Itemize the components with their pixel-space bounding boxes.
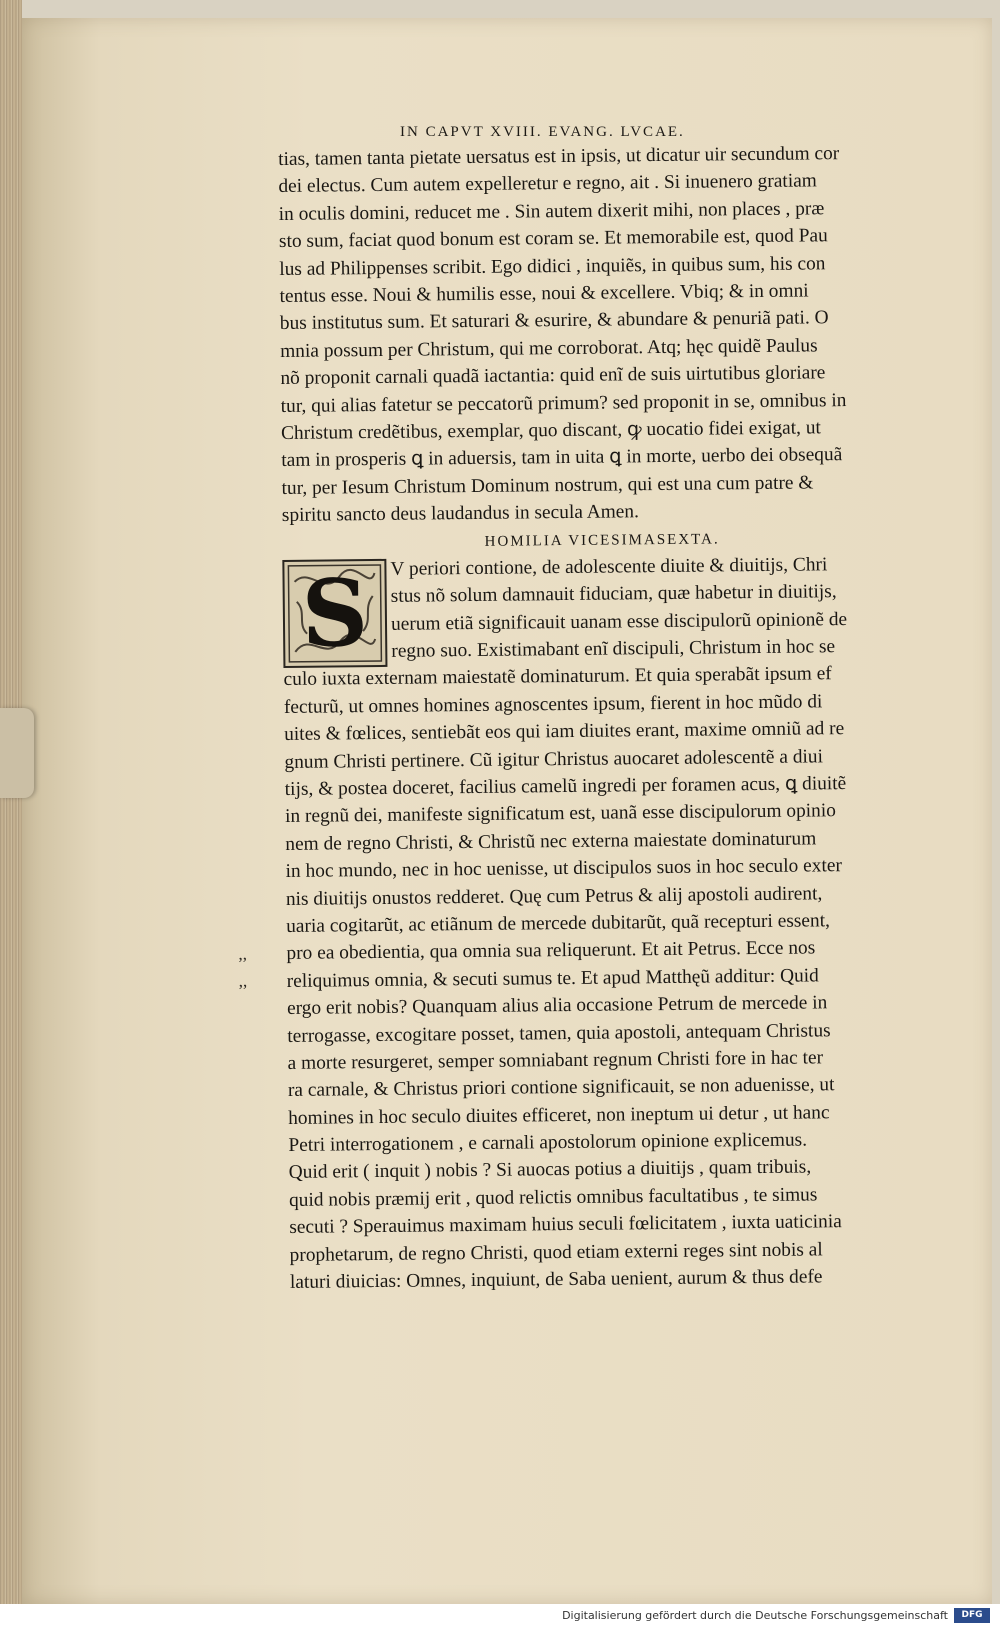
text-line: tur, qui alias fatetur se peccatorũ primum? sed proponit in se, omnibus in: [280, 389, 847, 417]
text-line: spiritu sancto deus laudandus in secula Amen.: [281, 501, 640, 527]
text-line: uaria cogitarũt, ac etiãnum de mercede dubitarũt, quã recepturi essent,: [286, 910, 831, 937]
text-block: [238, 139, 930, 1296]
text-line: Christum credẽtibus, exemplar, quo discant, ꝙ uocatio fidei exigat, ut: [280, 417, 821, 444]
text-line: tias, tamen tanta pietate uersatus est in ipsis, ut dicatur uir secundum cor: [278, 143, 840, 170]
text-line: sto sum, faciat quod bonum est coram se. Et memorabile est, quod Pau: [278, 225, 828, 253]
text-line: ergo erit nobis? Quanquam alius alia occasione Petrum de mercede in: [286, 992, 828, 1020]
text-line: homines in hoc seculo diuites efficeret, non ineptum ui detur , ut hanc: [288, 1101, 830, 1129]
footer-bar: [0, 1604, 1000, 1628]
homily-title: HOMILIA VICESIMASEXTA.: [484, 531, 720, 551]
paragraph-2-lines: [238, 660, 930, 1297]
margin-mark: ,,: [238, 971, 248, 991]
decorated-initial: [282, 559, 387, 668]
text-line: lus ad Philippenses scribit. Ego didici , inquiẽs, in quibus sum, his con: [279, 252, 826, 280]
text-line: a morte resurgeret, semper somniabant regnum Christi fore in hac ter: [287, 1047, 824, 1074]
paragraph-1: [278, 139, 922, 529]
text-line: nõ proponit carnali quadã iactantia: quid enĩ de suis uirtutibus gloriare: [280, 362, 826, 390]
text-line: ra carnale, & Christus priori contione significauit, se non aduenisse, ut: [287, 1074, 835, 1102]
text-line: nem de regno Christi, & Christũ nec externa maiestate dominaturum: [285, 828, 817, 855]
text-line: prophetarum, de regno Christi, quod etiam externi reges sint nobis al: [289, 1238, 823, 1266]
text-line: in regnũ dei, manifeste significatum est, uanã esse discipulorum opinio: [284, 800, 837, 828]
text-line: uerum etiã significauit uanam esse discipulorũ opinionẽ de: [390, 608, 848, 635]
text-line: pro ea obedientia, qua omnia sua reliquerunt. Et ait Petrus. Ecce nos: [286, 937, 816, 965]
text-line: bus institutus sum. Et saturari & esurire, & abundare & penuriã pati. O: [279, 307, 829, 335]
text-line: Petri interrogationem , e carnali apostolorum opinione explicemus.: [288, 1129, 808, 1157]
text-line: culo iuxta externam maiestatẽ dominaturum. Et quia sperabãt ipsum ef: [283, 663, 832, 691]
running-head: IN CAPVT XVIII. EVANG. LVCAE.: [400, 124, 685, 140]
paragraph-2: [238, 550, 930, 1296]
text-line: dei electus. Cum autem expelleretur e regno, ait . Si inuenero gratiam: [278, 170, 817, 198]
book-clasp: [0, 708, 34, 798]
text-line: tijs, & postea doceret, facilius camelũ ingredi per foramen acus, ꝗ diuitẽ: [284, 773, 847, 800]
text-line: tentus esse. Noui & humilis esse, noui & excellere. Vbiq; & in omni: [279, 280, 809, 307]
text-line: gnum Christi pertinere. Cũ igitur Christus auocaret adolescentẽ a diui: [284, 745, 824, 773]
text-line: in oculis domini, reducet me . Sin autem dixerit mihi, non places , præ: [278, 198, 825, 225]
text-line: V periori contione, de adolescente diuite & diuitijs, Chri: [390, 554, 828, 580]
text-line: regno suo. Existimabant enĩ discipuli, Christum in hoc se: [391, 636, 836, 662]
text-line: reliquimus omnia, & secuti sumus te. Et apud Matthęũ additur: Quid: [286, 965, 819, 992]
text-line: nis diuitijs onustos redderet. Quę cum Petrus & alij apostoli audirent,: [285, 882, 823, 910]
text-line: secuti ? Sperauimus maximam huius seculi fœlicitatem , iuxta uaticinia: [289, 1211, 842, 1239]
text-line: Quid erit ( inquit ) nobis ? Si auocas potius a diuitijs , quam tribuis,: [288, 1156, 812, 1184]
text-line: stus nõ solum damnauit fiduciam, quæ habetur in diuitijs,: [390, 581, 837, 608]
digitization-credit: Digitalisierung gefördert durch die Deutsche Forschungsgemeinschaft: [562, 1609, 948, 1622]
text-line: terrogasse, excogitare posset, tamen, quia apostoli, antequam Christus: [287, 1019, 831, 1047]
text-line: tur, per Iesum Christum Dominum nostrum, qui est una cum patre &: [281, 472, 814, 499]
text-line: tam in prosperis ꝗ in aduersis, tam in uita ꝗ in morte, uerbo dei obsequã: [281, 444, 843, 472]
book-page-edges: [0, 0, 22, 1604]
initial-letter: S: [301, 558, 369, 668]
text-line: fecturũ, ut omnes homines agnoscentes ipsum, fierent in hoc mũdo di: [283, 691, 823, 718]
text-line: mnia possum per Christum, qui me corroborat. Atq; hęc quidẽ Paulus: [280, 335, 818, 362]
dfg-logo: DFG: [954, 1608, 990, 1623]
text-line: laturi diuicias: Omnes, inquiunt, de Saba uenient, aurum & thus defe: [289, 1266, 823, 1293]
text-line: uites & fœlices, sentiebãt eos qui iam diuites erant, maxime omniũ ad re: [284, 718, 845, 746]
text-line: in hoc mundo, nec in hoc uenisse, ut discipulos suos in hoc seculo exter: [285, 855, 842, 883]
margin-mark: ,,: [238, 944, 248, 964]
text-line: quid nobis præmij erit , quod relictis omnibus facultatibus , te simus: [288, 1184, 818, 1211]
